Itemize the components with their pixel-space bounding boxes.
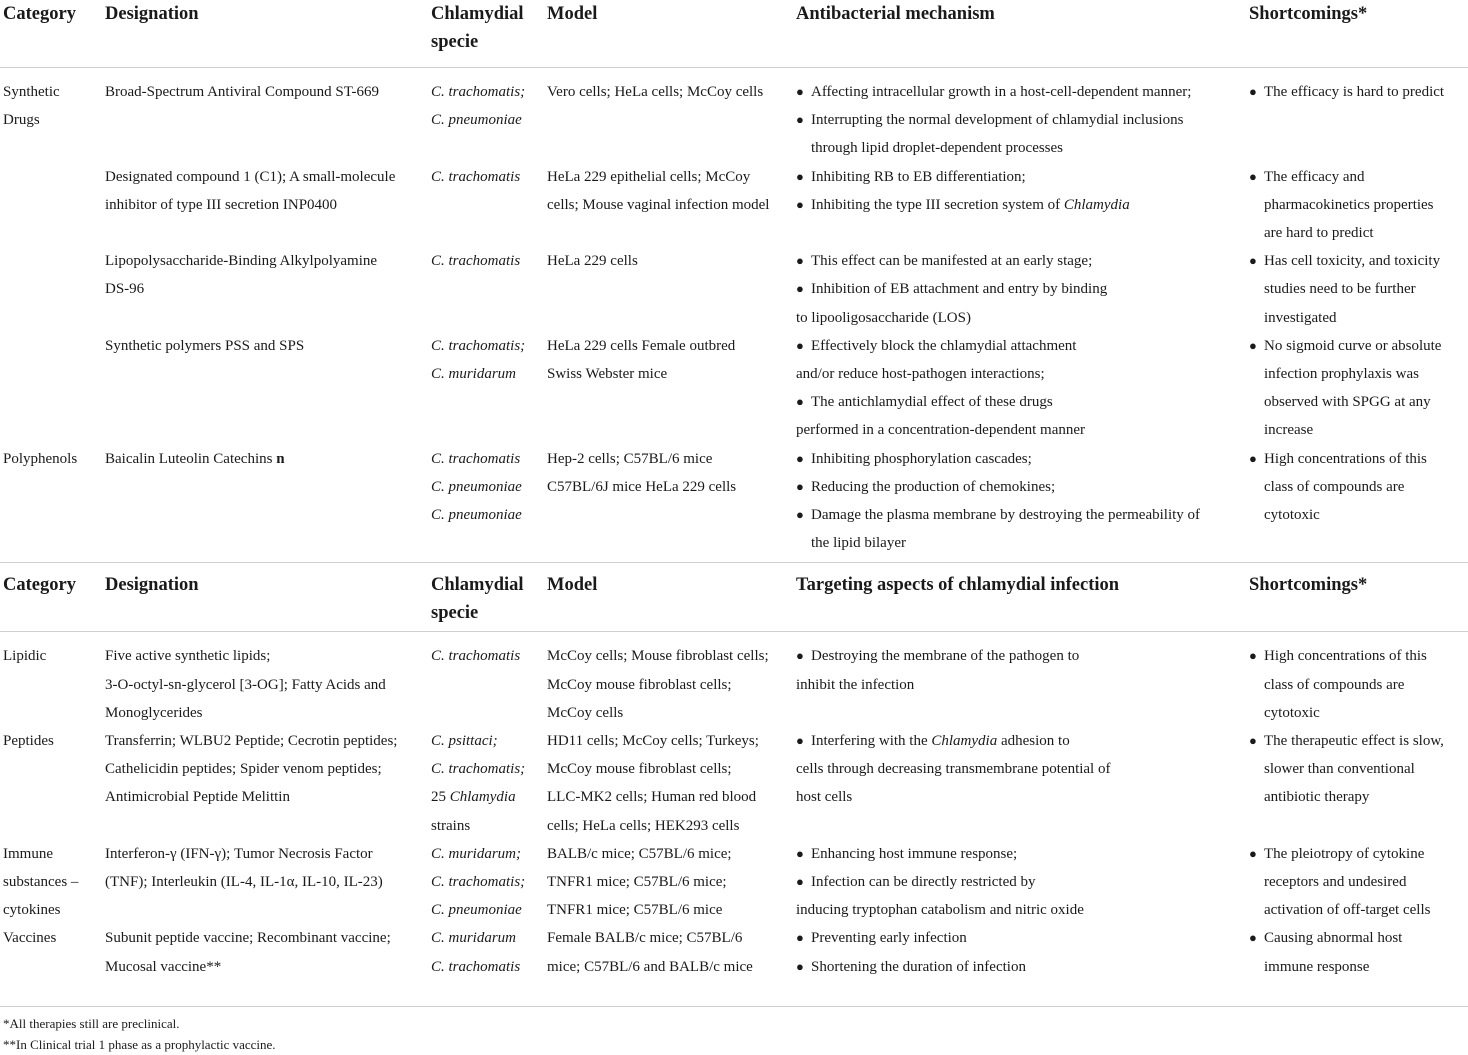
cell-specie [431,840,525,925]
cell-specie-line: strains [431,817,471,834]
cell-mechanism-line: host cells [796,789,853,806]
table-header-row [0,563,1468,632]
header-category: Category [3,575,76,596]
cell-shortcomings-line: ● High concentrations of this [1249,642,1427,670]
cell-model [547,247,638,275]
bullet-icon: ● [796,958,804,974]
cell-mechanism [796,924,1026,980]
cell-shortcomings-line: infection prophylaxis was [1264,365,1419,382]
cell-mechanism-line: ● Affecting intracellular growth in a host-cell-dependent manner; [796,78,1191,106]
cell-category [3,78,60,134]
cell-specie-line: C. trachomatis; [431,337,526,354]
table-row [0,840,1468,925]
cell-specie [431,247,520,275]
cell-designation [105,247,377,303]
cell-mechanism [796,247,1107,332]
cell-mechanism-line: ● Shortening the duration of infection [796,953,1026,981]
cell-mechanism-line: inducing tryptophan catabolism and nitric oxide [796,902,1084,919]
cell-category-line: Polyphenols [3,450,78,467]
bold-marker: n [276,450,285,467]
cell-designation-line: Baicalin Luteolin Catechins n [105,450,285,467]
bullet-icon: ● [796,450,804,466]
cell-specie [431,78,525,134]
cell-specie [431,727,525,840]
cell-shortcomings-line: ● Causing abnormal host [1249,924,1402,952]
cell-model [547,78,763,106]
cell-model-line: mice; C57BL/6 and BALB/c mice [547,958,753,975]
cell-mechanism-line: ● Reducing the production of chemokines; [796,473,1200,501]
cell-designation-line: Transferrin; WLBU2 Peptide; Cecrotin peptides; [105,732,398,749]
bullet-icon: ● [796,337,804,353]
cell-mechanism-line: ● Infection can be directly restricted by [796,868,1084,896]
cell-designation-line: DS-96 [105,281,145,298]
footnote-2: **In Clinical trial 1 phase as a prophylactic vaccine. [3,1037,276,1052]
cell-specie-line: C. trachomatis [431,648,521,665]
cell-mechanism-line: ● This effect can be manifested at an early stage; [796,247,1107,275]
cell-shortcomings [1249,163,1434,248]
cell-shortcomings-line: pharmacokinetics properties [1264,196,1434,213]
cell-category [3,445,77,473]
cell-specie-line: C. trachomatis [431,253,521,270]
cell-shortcomings-line: ● Has cell toxicity, and toxicity [1249,247,1440,275]
bullet-icon: ● [1249,930,1257,946]
italic-term: Chlamydia [1063,196,1130,213]
bullet-icon: ● [1249,168,1257,184]
cell-shortcomings-line: class of compounds are [1264,478,1405,495]
cell-shortcomings-line: increase [1264,422,1314,439]
cell-shortcomings-line: cytotoxic [1264,506,1320,523]
cell-model-line: McCoy cells; Mouse fibroblast cells; [547,648,769,665]
table-row [0,642,1468,727]
cell-model-line: HeLa 229 cells [547,253,638,270]
cell-specie-line: C. psittaci; [431,732,498,749]
cell-mechanism-line: ● Inhibiting phosphorylation cascades; [796,445,1200,473]
cell-model [547,445,736,501]
cell-shortcomings [1249,727,1444,812]
cell-mechanism-line: inhibit the infection [796,676,915,693]
header-category: Category [3,4,76,24]
bullet-icon: ● [1249,450,1257,466]
cell-mechanism-line: ● Preventing early infection [796,924,1026,952]
cell-mechanism-line: ● Interfering with the Chlamydia adhesion to [796,727,1110,755]
cell-category [3,924,56,952]
cell-designation-line: Designated compound 1 (C1); A small-molecule [105,168,396,185]
cell-shortcomings [1249,445,1427,530]
cell-mechanism-line: the lipid bilayer [811,535,906,552]
cell-model-line: McCoy cells [547,704,624,721]
cell-shortcomings-line: ● The efficacy is hard to predict [1249,78,1444,106]
cell-specie-line: C. pneumoniae [431,112,522,129]
cell-specie-line: C. muridarum [431,930,517,947]
bullet-icon: ● [1249,732,1257,748]
cell-model-line: McCoy mouse fibroblast cells; [547,761,732,778]
cell-category-line: Lipidic [3,648,47,665]
cell-model-line: BALB/c mice; C57BL/6 mice; [547,845,732,862]
cell-model [547,727,759,840]
table-row [0,332,1468,445]
cell-mechanism-line: cells through decreasing transmembrane potential of [796,761,1111,778]
cell-shortcomings [1249,840,1430,925]
cell-model-line: Female BALB/c mice; C57BL/6 [547,930,743,947]
header-shortcomings: Shortcomings* [1249,4,1368,24]
cell-specie-line: C. pneumoniae [431,478,522,495]
bullet-icon: ● [1249,845,1257,861]
cell-mechanism-line: to lipooligosaccharide (LOS) [796,309,971,326]
table-body-1 [0,68,1468,562]
header-mechanism: Targeting aspects of chlamydial infection [796,575,1120,596]
cell-shortcomings-line: class of compounds are [1264,676,1405,693]
header-specie: Chlamydial specie [431,4,524,52]
cell-shortcomings-line: studies need to be further [1264,281,1416,298]
table-row [0,727,1468,840]
table-header-row [0,0,1468,68]
header-specie: Chlamydial specie [431,575,524,624]
cell-category-line: cytokines [3,902,61,919]
cell-specie [431,642,520,670]
cell-specie-line: C. trachomatis [431,958,521,975]
cell-shortcomings [1249,924,1402,980]
cell-designation [105,78,379,106]
cell-specie-line: C. muridarum; [431,845,522,862]
cell-model [547,332,735,388]
table-row [0,247,1468,332]
cell-shortcomings [1249,78,1444,106]
cell-shortcomings-line: ● The pleiotropy of cytokine [1249,840,1430,868]
bullet-icon: ● [796,168,804,184]
table-row [0,924,1468,980]
cell-mechanism-line: ● Interrupting the normal development of chlamydial inclusions [796,106,1191,134]
cell-model-line: LLC-MK2 cells; Human red blood [547,789,757,806]
cell-shortcomings [1249,642,1427,727]
cell-shortcomings [1249,247,1440,332]
header-shortcomings: Shortcomings* [1249,575,1368,596]
bullet-icon: ● [796,506,804,522]
cell-shortcomings-line: ● The therapeutic effect is slow, [1249,727,1444,755]
cell-specie-line: C. muridarum [431,365,517,382]
cell-specie-line: C. pneumoniae [431,506,522,523]
cell-model-line: C57BL/6J mice HeLa 229 cells [547,478,737,495]
cell-specie-line: C. trachomatis; [431,761,526,778]
cell-model [547,642,769,727]
cell-mechanism-line: ● Enhancing host immune response; [796,840,1084,868]
bullet-icon: ● [796,648,804,664]
cell-mechanism [796,445,1200,558]
cell-mechanism-line: ● Destroying the membrane of the pathogen to [796,642,1079,670]
cell-mechanism-line: and/or reduce host-pathogen interactions; [796,365,1045,382]
cell-shortcomings [1249,332,1441,445]
cell-designation [105,924,391,980]
bullet-icon: ● [796,930,804,946]
cell-mechanism [796,332,1085,445]
cell-mechanism [796,727,1110,812]
cell-mechanism-line: through lipid droplet-dependent processes [811,140,1064,157]
cell-specie-line: C. trachomatis; [431,873,526,890]
cell-designation [105,332,304,360]
cell-shortcomings-line: cytotoxic [1264,704,1320,721]
cell-designation [105,163,395,219]
cell-designation-line: Lipopolysaccharide-Binding Alkylpolyamine [105,253,378,270]
cell-mechanism [796,840,1084,925]
cell-category-line: Synthetic [3,84,60,100]
cell-designation-line: Broad-Spectrum Antiviral Compound ST-669 [105,84,380,100]
cell-model-line: Hep-2 cells; C57BL/6 mice [547,450,713,467]
cell-shortcomings-line: investigated [1264,309,1337,326]
cell-category-line: Immune [3,845,53,862]
cell-mechanism-line: ● Inhibition of EB attachment and entry by binding [796,275,1107,303]
header-designation: Designation [105,575,199,596]
cell-specie-line: C. pneumoniae [431,902,522,919]
cell-shortcomings-line: immune response [1264,958,1370,975]
table-row [0,163,1468,248]
cell-shortcomings-line: ● No sigmoid curve or absolute [1249,332,1441,360]
cell-mechanism [796,78,1191,163]
bullet-icon: ● [796,84,804,99]
cell-designation-line: 3-O-octyl-sn-glycerol [3-OG]; Fatty Acids and [105,676,386,693]
cell-designation-line: Mucosal vaccine** [105,958,222,975]
cell-shortcomings-line: receptors and undesired [1264,873,1407,890]
cell-model-line: Vero cells; HeLa cells; McCoy cells [547,84,764,100]
cell-specie-line: C. trachomatis; [431,84,526,100]
italic-term: Chlamydia [931,732,998,749]
cell-shortcomings-line: observed with SPGG at any [1264,394,1431,411]
cell-model-line: TNFR1 mice; C57BL/6 mice [547,902,723,919]
cell-mechanism [796,163,1130,219]
cell-model [547,840,732,925]
cell-shortcomings-line: ● The efficacy and [1249,163,1434,191]
cell-mechanism-line: ● Inhibiting RB to EB differentiation; [796,163,1130,191]
bullet-icon: ● [1249,337,1257,353]
bullet-icon: ● [796,112,804,128]
bullet-icon: ● [796,394,804,410]
cell-shortcomings-line: activation of off-target cells [1264,902,1431,919]
species-name: Chlamydia [449,789,516,806]
cell-specie [431,445,522,530]
cell-specie [431,924,520,980]
cell-designation [105,642,386,727]
bullet-icon: ● [796,478,804,494]
cell-category-line: Drugs [3,112,40,129]
bullet-icon: ● [1249,84,1257,99]
cell-designation-line: Cathelicidin peptides; Spider venom peptides; [105,761,382,778]
cell-designation-line: Synthetic polymers PSS and SPS [105,337,305,354]
cell-designation [105,840,383,896]
bullet-icon: ● [796,253,804,269]
header-model: Model [547,4,598,24]
header-model: Model [547,575,598,596]
cell-shortcomings-line: are hard to predict [1264,225,1374,241]
cell-designation-line: Five active synthetic lipids; [105,648,271,665]
cell-shortcomings-line: slower than conventional [1264,761,1415,778]
cell-designation-line: (TNF); Interleukin (IL-4, IL-1α, IL-10, IL-23) [105,873,383,890]
table-row [0,445,1468,563]
cell-model-line: HD11 cells; McCoy cells; Turkeys; [547,732,759,749]
cell-category [3,840,78,925]
cell-category-line: Vaccines [3,930,57,947]
bullet-icon: ● [796,845,804,861]
cell-model-line: cells; Mouse vaginal infection model [547,196,770,213]
cell-designation-line: Interferon-γ (IFN-γ); Tumor Necrosis Factor [105,845,373,862]
cell-model-line: HeLa 229 epithelial cells; McCoy [547,168,751,185]
cell-category-line: substances – [3,873,79,890]
cell-designation-line: Subunit peptide vaccine; Recombinant vaccine; [105,930,391,947]
table-bottom-rule [0,1006,1468,1007]
cell-model [547,924,753,980]
footnote-1: *All therapies still are preclinical. [3,1016,180,1031]
cell-mechanism-line: ● Inhibiting the type III secretion system of Chlamydia [796,191,1130,219]
header-designation: Designation [105,4,199,24]
cell-designation-line: Antimicrobial Peptide Melittin [105,789,290,806]
cell-mechanism [796,642,1079,698]
cell-designation-line: inhibitor of type III secretion INP0400 [105,196,338,213]
header-mechanism: Antibacterial mechanism [796,4,995,24]
cell-mechanism-line: performed in a concentration-dependent manner [796,422,1086,439]
cell-specie [431,332,525,388]
cell-model-line: HeLa 229 cells Female outbred [547,337,736,354]
cell-specie-line: 25 Chlamydia [431,789,516,806]
bullet-icon: ● [796,281,804,297]
cell-model-line: cells; HeLa cells; HEK293 cells [547,817,740,834]
cell-model [547,163,769,219]
cell-specie-line: C. trachomatis [431,450,521,467]
cell-mechanism-line: ● Effectively block the chlamydial attachment [796,332,1085,360]
bullet-icon: ● [796,196,804,212]
bullet-icon: ● [1249,648,1257,664]
cell-designation-line: Monoglycerides [105,704,203,721]
bullet-icon: ● [1249,253,1257,269]
bullet-icon: ● [796,732,804,748]
bullet-icon: ● [796,873,804,889]
table-body-2 [0,632,1468,980]
cell-shortcomings-line: ● High concentrations of this [1249,445,1427,473]
cell-mechanism-line: ● Damage the plasma membrane by destroying the permeability of [796,501,1200,529]
cell-category [3,642,46,670]
cell-category-line: Peptides [3,732,54,749]
cell-designation [105,727,397,812]
cell-model-line: TNFR1 mice; C57BL/6 mice; [547,873,727,890]
cell-specie [431,163,520,191]
cell-model-line: McCoy mouse fibroblast cells; [547,676,732,693]
cell-specie-line: C. trachomatis [431,168,521,185]
cell-model-line: Swiss Webster mice [547,365,668,382]
cell-designation [105,445,285,473]
table-row [0,78,1468,163]
cell-mechanism-line: ● The antichlamydial effect of these drugs [796,388,1085,416]
cell-shortcomings-line: antibiotic therapy [1264,789,1370,806]
cell-category [3,727,54,755]
table-section-2 [0,562,1468,980]
